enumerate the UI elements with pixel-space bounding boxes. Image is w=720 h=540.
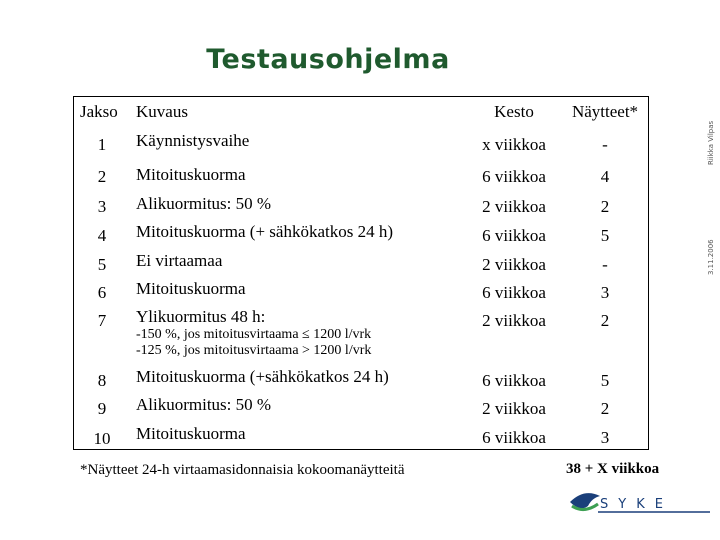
side-author-label: Riikka Vilpas [707, 120, 715, 165]
row-3-kesto: 2 viikkoa [482, 197, 546, 216]
row-10-jakso: 10 [93, 429, 111, 448]
row-7-kuvaus: Ylikuormitus 48 h: [136, 307, 266, 326]
row-1-kuvaus: Käynnistysvaihe [136, 131, 250, 150]
header-kuvaus: Kuvaus [136, 102, 188, 121]
row-3-naytteet: 2 [600, 197, 610, 216]
row-8-kuvaus: Mitoituskuorma (+sähkökatkos 24 h) [136, 367, 389, 386]
row-6-jakso: 6 [97, 283, 107, 302]
footnote: *Näytteet 24-h virtaamasidonnaisia kokoomanäytteitä [80, 462, 405, 478]
row-7-kesto: 2 viikkoa [482, 311, 546, 330]
syke-logo-text: SYKE [600, 497, 673, 512]
row-9-naytteet: 2 [600, 399, 610, 418]
side-date-label: 3.11.2006 [707, 239, 715, 275]
row-4-kuvaus: Mitoituskuorma (+ sähkökatkos 24 h) [136, 222, 394, 241]
row-5-naytteet: - [602, 255, 608, 274]
row-8-jakso: 8 [97, 371, 107, 390]
row-2-kuvaus: Mitoituskuorma [136, 165, 246, 184]
row-9-kesto: 2 viikkoa [482, 399, 546, 418]
row-9-jakso: 9 [97, 399, 107, 418]
row-6-naytteet: 3 [600, 283, 610, 302]
row-10-kuvaus: Mitoituskuorma [136, 424, 246, 443]
total-duration: 38 + X viikkoa [566, 461, 660, 477]
row-7-jakso: 7 [97, 311, 107, 330]
row-10-kesto: 6 viikkoa [482, 428, 546, 447]
row-1-naytteet: - [602, 135, 608, 154]
row-2-naytteet: 4 [600, 167, 610, 186]
row-1-jakso: 1 [97, 135, 107, 154]
header-jakso: Jakso [80, 102, 118, 121]
page-title: Testausohjelma [206, 44, 450, 75]
row-5-jakso: 5 [97, 255, 107, 274]
row-7-subline-1: -150 %, jos mitoitusvirtaama ≤ 1200 l/vrk [136, 327, 372, 342]
test-program-table [73, 96, 649, 450]
header-naytteet: Näytteet* [571, 102, 639, 121]
row-8-naytteet: 5 [600, 371, 610, 390]
row-4-jakso: 4 [97, 226, 107, 245]
header-kesto: Kesto [494, 102, 534, 121]
row-6-kesto: 6 viikkoa [482, 283, 546, 302]
row-2-kesto: 6 viikkoa [482, 167, 546, 186]
row-5-kuvaus: Ei virtaamaa [136, 251, 223, 270]
row-10-naytteet: 3 [600, 428, 610, 447]
row-4-kesto: 6 viikkoa [482, 226, 546, 245]
row-9-kuvaus: Alikuormitus: 50 % [136, 395, 272, 414]
row-5-kesto: 2 viikkoa [482, 255, 546, 274]
row-2-jakso: 2 [97, 167, 107, 186]
row-8-kesto: 6 viikkoa [482, 371, 546, 390]
row-1-kesto: x viikkoa [482, 135, 546, 154]
row-7-subline-2: -125 %, jos mitoitusvirtaama > 1200 l/vrk [136, 343, 372, 358]
row-3-jakso: 3 [97, 197, 107, 216]
row-7-naytteet: 2 [600, 311, 610, 330]
row-4-naytteet: 5 [600, 226, 610, 245]
row-3-kuvaus: Alikuormitus: 50 % [136, 194, 272, 213]
row-6-kuvaus: Mitoituskuorma [136, 279, 246, 298]
